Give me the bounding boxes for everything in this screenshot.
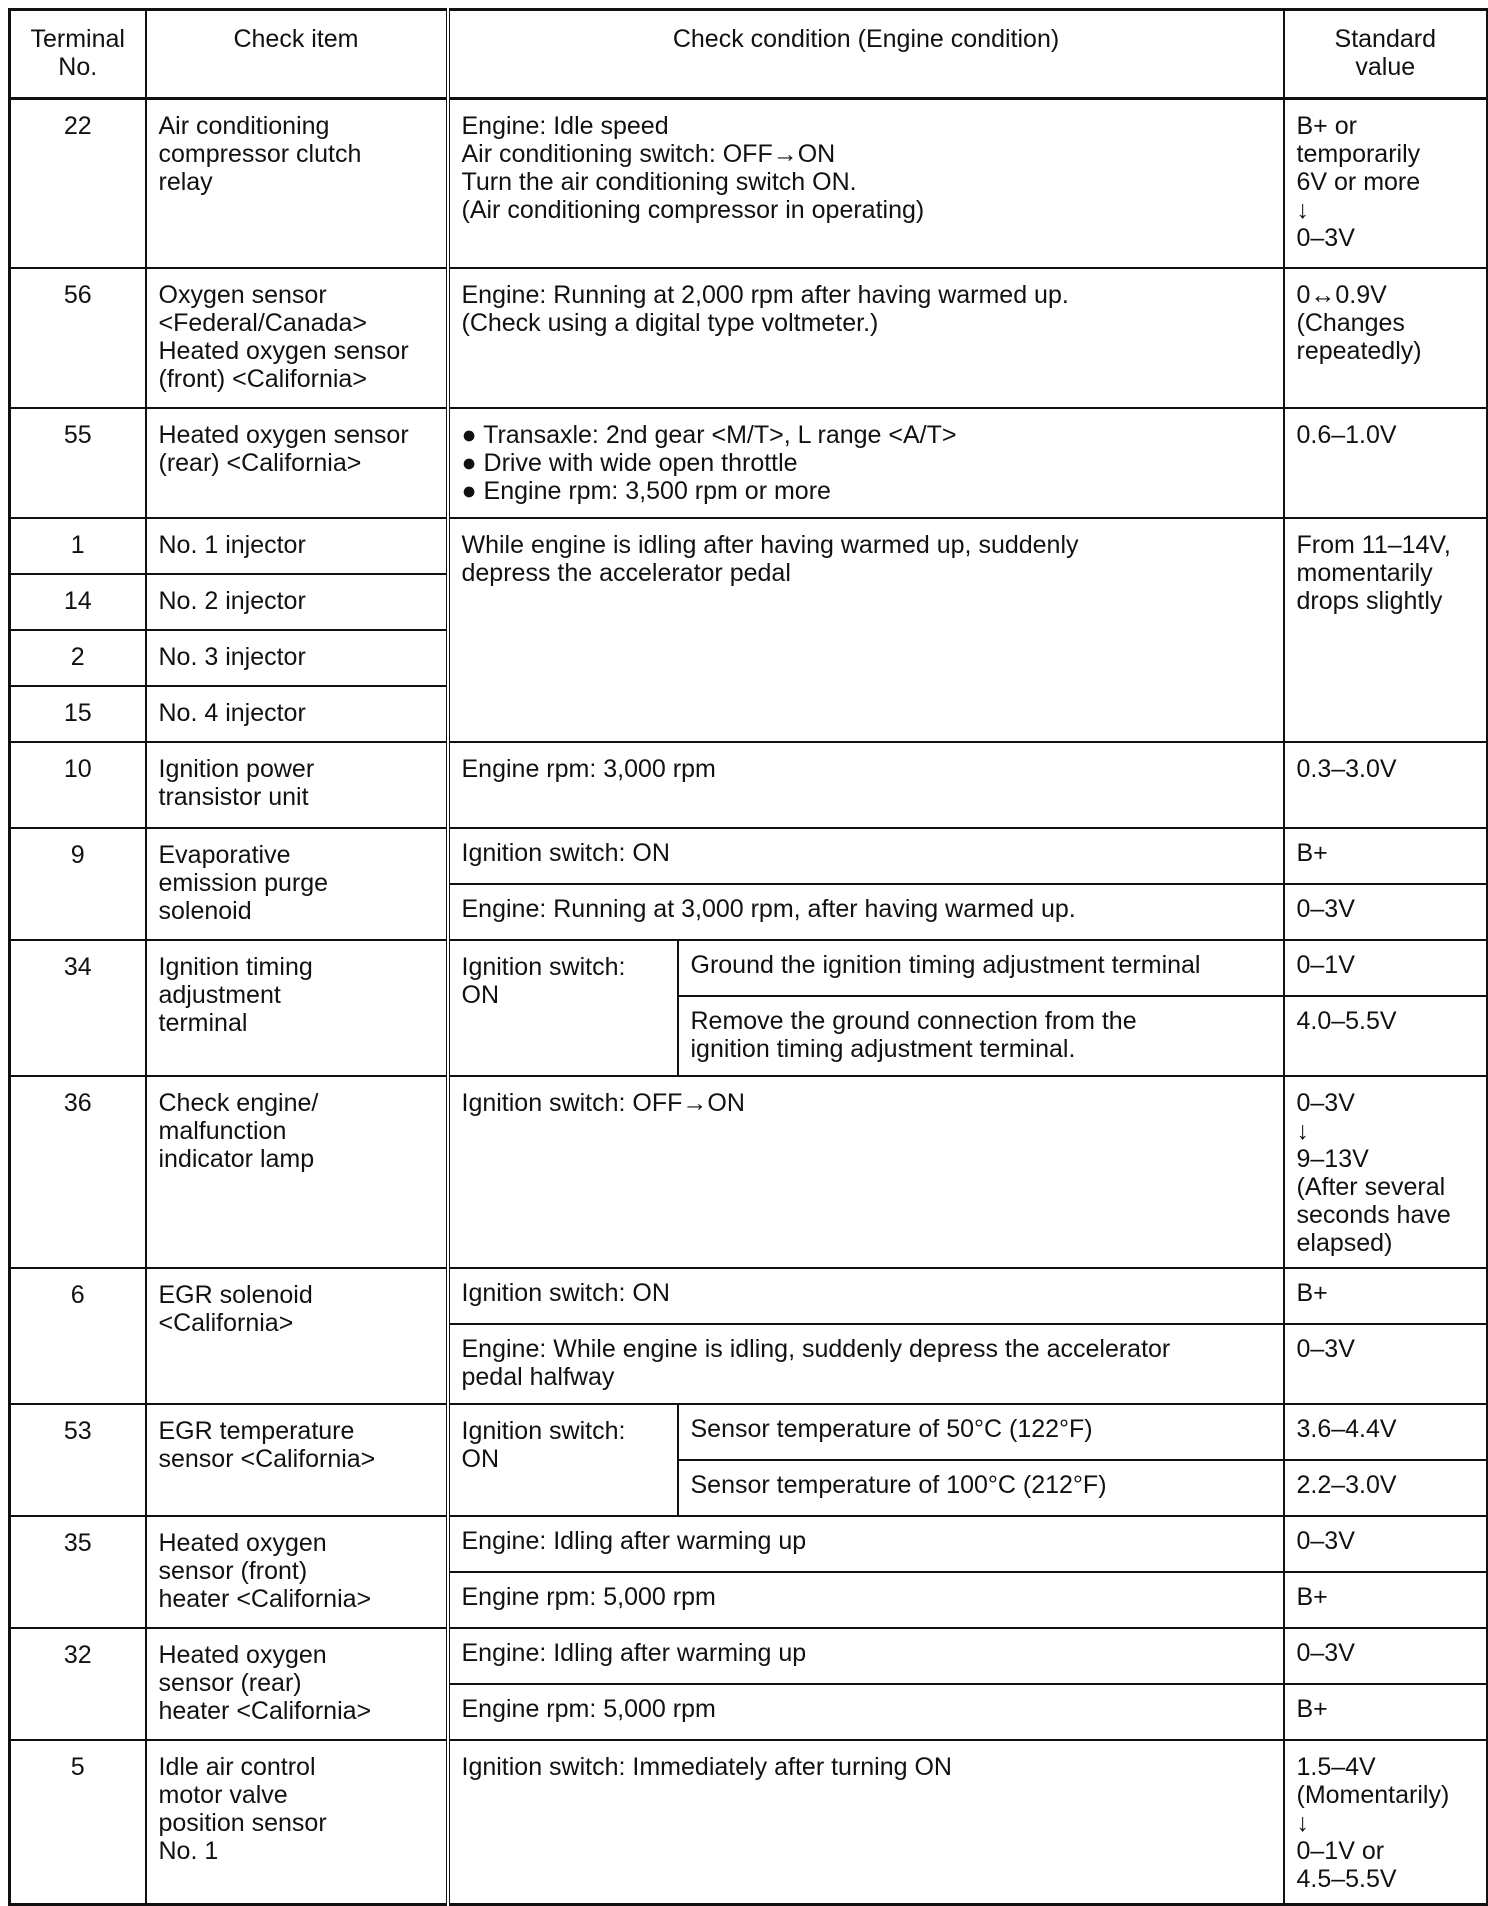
check-table-page	[8, 8, 1486, 1906]
standard-value: 1.5–4V (Momentarily) ↓ 0–1V or 4.5–5.5V	[1284, 1740, 1488, 1905]
terminal-number: 9	[10, 828, 146, 940]
check-item: Air conditioning compressor clutch relay	[146, 99, 448, 268]
standard-value: 0–3V ↓ 9–13V (After several seconds have elapsed)	[1284, 1076, 1488, 1268]
check-condition: Engine: Idling after warming up	[448, 1628, 1284, 1684]
table-row	[10, 518, 1488, 574]
terminal-number: 35	[10, 1516, 146, 1628]
check-item: Heated oxygen sensor (rear) <California>	[146, 408, 448, 518]
terminal-check-table	[8, 8, 1488, 1906]
check-item: Oxygen sensor <Federal/Canada> Heated oxygen sensor (front) <California>	[146, 268, 448, 408]
check-item: Heated oxygen sensor (front) heater <California>	[146, 1516, 448, 1628]
terminal-number: 6	[10, 1268, 146, 1404]
check-condition: Engine rpm: 5,000 rpm	[448, 1684, 1284, 1740]
table-row	[10, 1268, 1488, 1324]
check-item: EGR temperature sensor <California>	[146, 1404, 448, 1516]
terminal-number: 1	[10, 518, 146, 574]
check-condition: Engine: Idle speed Air conditioning switch: OFF→ON Turn the air conditioning switch ON. (Air conditioning compressor in operating)	[448, 99, 1284, 268]
table-row	[10, 1404, 1488, 1460]
check-item: No. 3 injector	[146, 630, 448, 686]
check-condition: Ignition switch: OFF→ON	[448, 1076, 1284, 1268]
table-row	[10, 1628, 1488, 1684]
check-item: Evaporative emission purge solenoid	[146, 828, 448, 940]
header-check-item: Check item	[146, 10, 448, 99]
terminal-number: 34	[10, 940, 146, 1076]
check-condition: Engine rpm: 5,000 rpm	[448, 1572, 1284, 1628]
standard-value: 0–3V	[1284, 1324, 1488, 1404]
check-item: Ignition power transistor unit	[146, 742, 448, 828]
check-item: No. 2 injector	[146, 574, 448, 630]
check-item: Check engine/ malfunction indicator lamp	[146, 1076, 448, 1268]
terminal-number: 53	[10, 1404, 146, 1516]
terminal-number: 32	[10, 1628, 146, 1740]
table-row	[10, 828, 1488, 884]
check-item: No. 4 injector	[146, 686, 448, 742]
standard-value: B+	[1284, 1684, 1488, 1740]
standard-value: 0.6–1.0V	[1284, 408, 1488, 518]
terminal-number: 36	[10, 1076, 146, 1268]
header-check-condition: Check condition (Engine condition)	[448, 10, 1284, 99]
header-standard-value: Standard value	[1284, 10, 1488, 99]
check-item: Ignition timing adjustment terminal	[146, 940, 448, 1076]
check-condition: Sensor temperature of 100°C (212°F)	[678, 1460, 1284, 1516]
table-row	[10, 1076, 1488, 1268]
standard-value: 0–3V	[1284, 1628, 1488, 1684]
standard-value: 0↔0.9V (Changes repeatedly)	[1284, 268, 1488, 408]
standard-value: B+ or temporarily 6V or more ↓ 0–3V	[1284, 99, 1488, 268]
standard-value: B+	[1284, 1572, 1488, 1628]
terminal-number: 56	[10, 268, 146, 408]
check-condition: ● Transaxle: 2nd gear <M/T>, L range <A/T> ● Drive with wide open throttle ● Engine rpm: 3,500 rpm or more	[448, 408, 1284, 518]
header-terminal-no: Terminal No.	[10, 10, 146, 99]
table-row	[10, 742, 1488, 828]
check-condition: While engine is idling after having warmed up, suddenly depress the accelerator pedal	[448, 518, 1284, 742]
standard-value: 2.2–3.0V	[1284, 1460, 1488, 1516]
check-condition-label: Ignition switch: ON	[448, 1404, 678, 1516]
check-condition: Engine rpm: 3,000 rpm	[448, 742, 1284, 828]
standard-value: 4.0–5.5V	[1284, 996, 1488, 1076]
terminal-number: 5	[10, 1740, 146, 1905]
check-item: Idle air control motor valve position sensor No. 1	[146, 1740, 448, 1905]
terminal-number: 10	[10, 742, 146, 828]
check-condition: Ground the ignition timing adjustment terminal	[678, 940, 1284, 996]
terminal-number: 2	[10, 630, 146, 686]
check-condition: Sensor temperature of 50°C (122°F)	[678, 1404, 1284, 1460]
standard-value: B+	[1284, 1268, 1488, 1324]
standard-value: 0–3V	[1284, 884, 1488, 940]
check-item: Heated oxygen sensor (rear) heater <California>	[146, 1628, 448, 1740]
check-condition: Remove the ground connection from the ignition timing adjustment terminal.	[678, 996, 1284, 1076]
table-row	[10, 408, 1488, 518]
terminal-number: 14	[10, 574, 146, 630]
table-header-row	[10, 10, 1488, 99]
terminal-number: 22	[10, 99, 146, 268]
check-condition: Engine: Running at 3,000 rpm, after having warmed up.	[448, 884, 1284, 940]
terminal-number: 15	[10, 686, 146, 742]
check-condition: Engine: While engine is idling, suddenly depress the accelerator pedal halfway	[448, 1324, 1284, 1404]
standard-value: B+	[1284, 828, 1488, 884]
standard-value: 0–1V	[1284, 940, 1488, 996]
check-condition: Ignition switch: Immediately after turning ON	[448, 1740, 1284, 1905]
terminal-number: 55	[10, 408, 146, 518]
standard-value: 0.3–3.0V	[1284, 742, 1488, 828]
check-condition-label: Ignition switch: ON	[448, 940, 678, 1076]
check-item: No. 1 injector	[146, 518, 448, 574]
check-item: EGR solenoid <California>	[146, 1268, 448, 1404]
standard-value: 3.6–4.4V	[1284, 1404, 1488, 1460]
check-condition: Ignition switch: ON	[448, 1268, 1284, 1324]
table-row	[10, 940, 1488, 996]
table-row	[10, 1516, 1488, 1572]
standard-value: From 11–14V, momentarily drops slightly	[1284, 518, 1488, 742]
table-row	[10, 268, 1488, 408]
check-condition: Engine: Running at 2,000 rpm after having warmed up. (Check using a digital type voltmeter.)	[448, 268, 1284, 408]
table-row	[10, 1740, 1488, 1905]
table-row	[10, 99, 1488, 268]
standard-value: 0–3V	[1284, 1516, 1488, 1572]
check-condition: Engine: Idling after warming up	[448, 1516, 1284, 1572]
check-condition: Ignition switch: ON	[448, 828, 1284, 884]
